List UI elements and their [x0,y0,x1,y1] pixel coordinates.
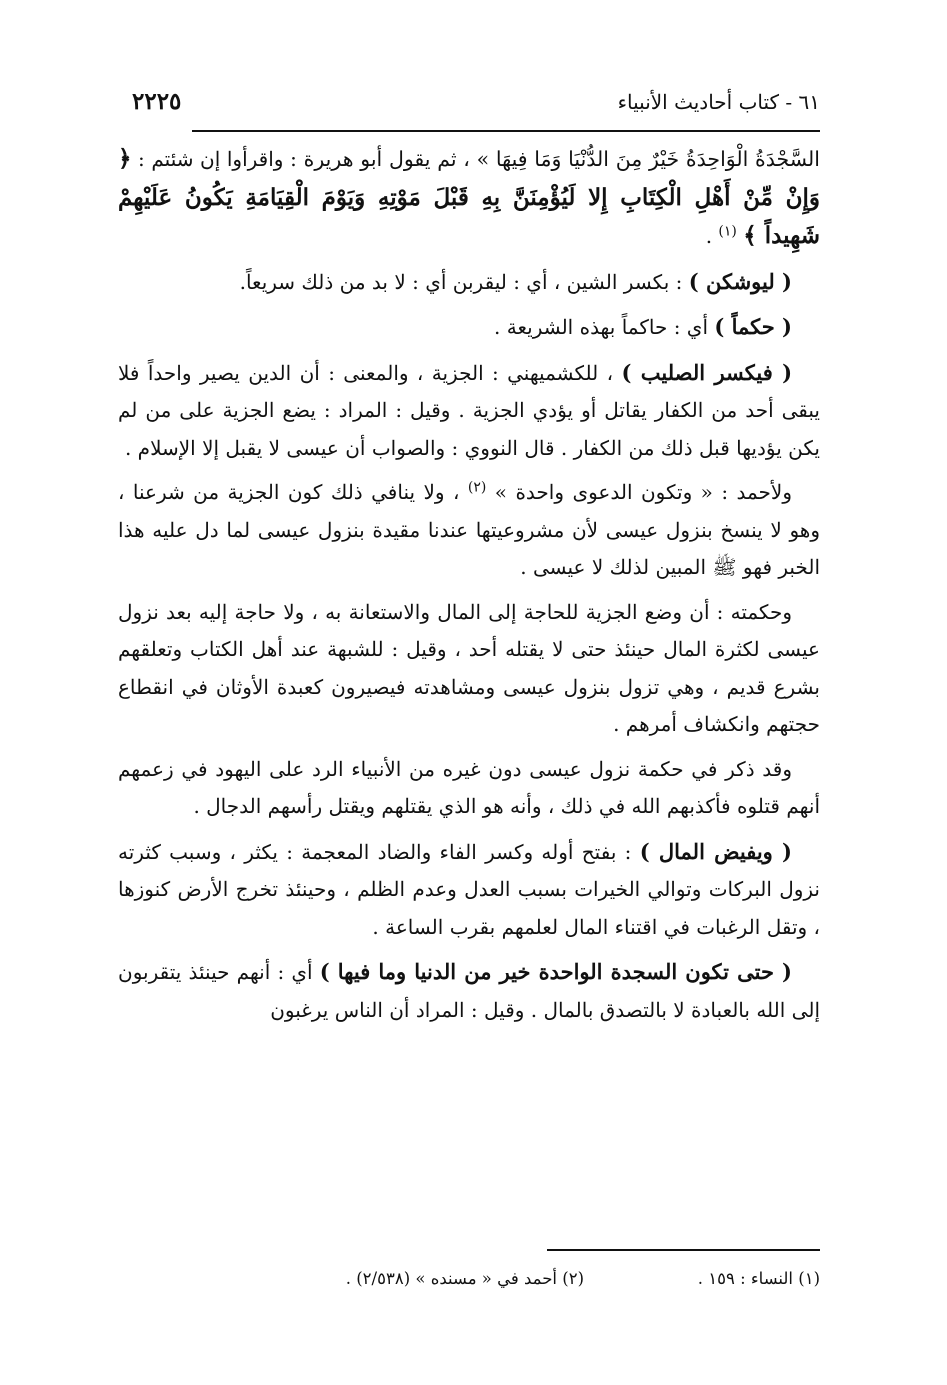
footnote-rule [547,1249,820,1251]
footnote-2: (٢) أحمد في « مسنده » (٢/٥٣٨) . [345,1269,584,1288]
sentence-end: . [705,224,713,248]
term-salib: ( فيكسر الصليب ) [621,359,793,385]
header-rule [192,130,820,132]
term-yushkin: ( ليوشكن ) [688,268,792,294]
commentary-text: : بفتح أوله وكسر الفاء والضاد المعجمة : يكثر ، وسبب كثرته نزول البركات وتوالي الخيرات بسبب العدل وعدم الظلم ، وحينئذ تخرج الأرض كنوزها ، وتقل الرغبات في اقتناء المال لعلمهم بقرب الساعة . [118,839,820,939]
verse-intro: واقرأوا إن شئتم : [138,147,284,171]
page-header [132,86,820,118]
paragraph-hikma: وحكمته : أن وضع الجزية للحاجة إلى المال والاستعانة به ، ولا حاجة إليه بعد نزول عيسى لكثرة المال حينئذ حتى لا يقتله أحد ، وقيل : للشبهة عند أهل الكتاب وتعلقهم بشرع قديم ، وهي تزول بنزول عيسى ومشاهدته فيصيرون كعبدة الأوثان في انقطاع حجتهم وانكشاف أمرهم . [118,599,820,736]
running-title: ٦١ - كتاب أحاديث الأنبياء [617,90,820,114]
quran-verse: ﴿ وَإِنْ مِّنْ أَهْلِ الْكِتَابِ إِلا لَيُؤْمِنَنَّ بِهِ قَبْلَ مَوْتِهِ وَيَوْمَ الْقِيَامَةِ يَكُونُ عَلَيْهِمْ شَهِيداً ﴾ [118,145,820,249]
commentary-text: ، للكشميهني : الجزية ، والمعنى : أن الدين يصير واحداً فلا يبقى أحد من الكفار يقاتل أو يؤدي الجزية . وقيل : المراد : يضع الجزية على من لم يكن يؤديها قبل ذلك من الكفار . قال النووي : والصواب أن عيسى لا يقبل إلا الإسلام . [118,360,820,460]
commentary-text: أي : أنهم حينئذ يتقربون إلى الله بالعبادة لا بالتصدق بالمال . وقيل : المراد أن الناس يرغبون [118,960,820,1022]
commentary-text: ولأحمد : « وتكون الدعوى واحدة » [494,480,792,504]
paragraph-hadith-end [118,140,820,256]
hadith-text: السَّجْدَةُ الْوَاحِدَةُ خَيْرٌ مِنَ الدُّنْيَا وَمَا فِيهَا » ، ثم يقول أبو هريرة : [290,147,820,171]
term-yafid: ( ويفيض المال ) [639,838,792,864]
page-number: ٢٢٢٥ [132,88,182,115]
main-text [118,140,820,1036]
footnotes [118,1263,820,1295]
footnote-1: (١) النساء : ١٥٩ . [697,1269,820,1288]
paragraph-salib [118,354,820,468]
footnote-ref-1: (١) [718,223,737,240]
commentary-text: أي : حاكماً بهذه الشريعة . [494,315,709,339]
paragraph-yushkin [118,263,820,302]
paragraph-hakam [118,308,820,347]
paragraph-sajda [118,953,820,1029]
term-sajda: ( حتى تكون السجدة الواحدة خير من الدنيا وما فيها ) [319,959,792,984]
paragraph-mal [118,833,820,947]
footnote-ref-2: (٢) [467,479,487,496]
commentary-text: ، ولا ينافي ذلك كون الجزية من شرعنا ، وهو لا ينسخ بنزول عيسى لأن مشروعيتها عندنا مقيدة بنزول عيسى لما دل عليه هذا الخبر فهو ﷺ المبين لذلك لا عيسى . [118,480,820,579]
term-hakam: ( حكماً ) [714,314,792,339]
paragraph-nuzul: وقد ذكر في حكمة نزول عيسى دون غيره من الأنبياء الرد على اليهود في زعمهم أنهم قتلوه فأكذبهم الله في ذلك ، وأنه هو الذي يقتلهم ويقتل رأسهم الدجال . [118,756,820,818]
paragraph-ahmad [118,474,820,587]
commentary-text: : بكسر الشين ، أي : ليقربن أي : لا بد من ذلك سريعاً. [239,269,683,294]
